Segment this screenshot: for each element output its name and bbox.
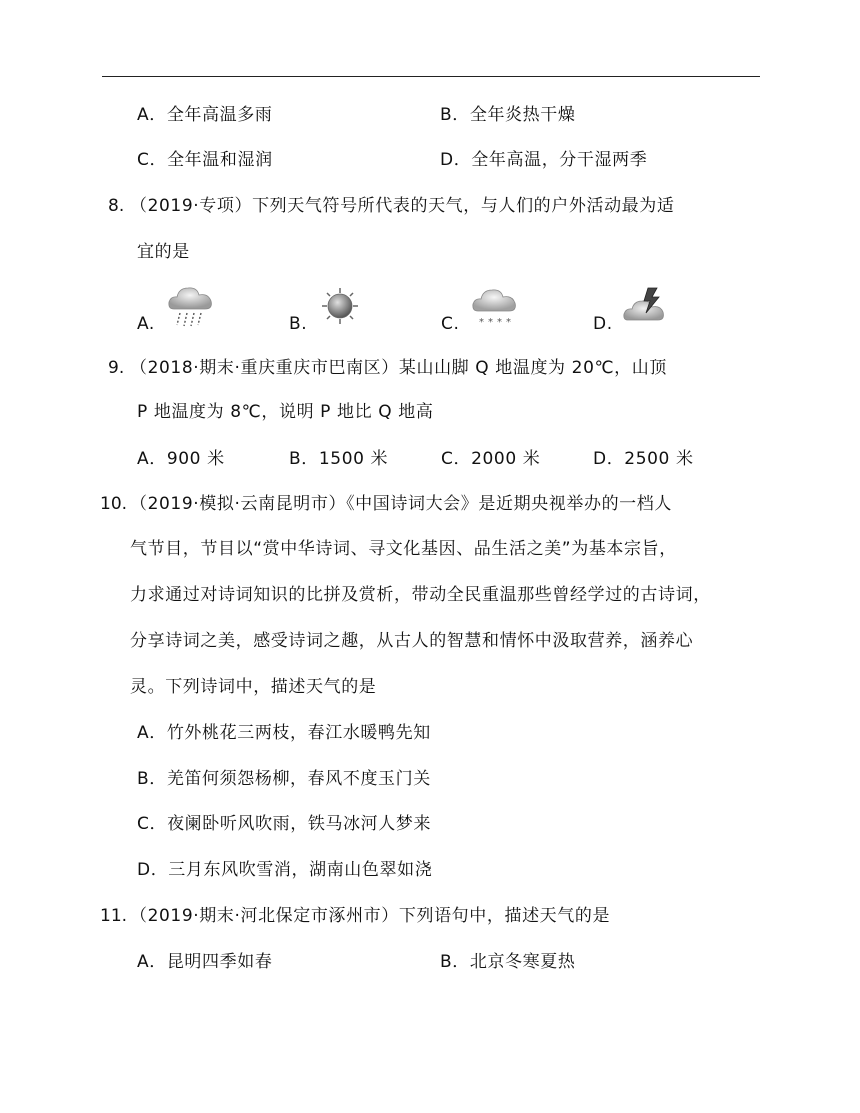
q9-number: 9. bbox=[108, 358, 125, 378]
q10-stem-line-5: 灵。下列诗词中，描述天气的是 bbox=[130, 677, 377, 697]
rain-cloud-icon[interactable] bbox=[166, 283, 216, 329]
sunny-icon[interactable] bbox=[321, 287, 359, 325]
q10-stem-line-1: （2019·模拟·云南昆明市）《中国诗词大会》是近期央视举办的一档人 bbox=[130, 494, 672, 514]
q7-option-c[interactable]: C．全年温和湿润 bbox=[137, 150, 273, 170]
q11-stem-line-1: （2019·期末·河北保定市涿州市）下列语句中，描述天气的是 bbox=[130, 906, 611, 926]
q7-option-a[interactable]: A．全年高温多雨 bbox=[137, 105, 273, 125]
q8-option-c-label[interactable]: C. bbox=[441, 314, 460, 334]
snow-cloud-icon[interactable] bbox=[470, 283, 520, 329]
header-rule bbox=[102, 76, 760, 77]
svg-text:*: * bbox=[479, 317, 484, 328]
q8-stem-line-2: 宜的是 bbox=[137, 242, 190, 262]
q10-stem-line-4: 分享诗词之美，感受诗词之趣，从古人的智慧和情怀中汲取营养，涵养心 bbox=[130, 631, 694, 651]
q11-option-a[interactable]: A．昆明四季如春 bbox=[137, 952, 273, 972]
q9-stem-line-2: P 地温度为 8℃，说明 P 地比 Q 地高 bbox=[137, 402, 434, 422]
q10-option-c[interactable]: C．夜阑卧听风吹雨，铁马冰河人梦来 bbox=[137, 814, 432, 834]
q10-number: 10. bbox=[100, 494, 128, 514]
q10-option-b[interactable]: B．羌笛何须怨杨柳，春风不度玉门关 bbox=[137, 769, 431, 789]
q7-option-b[interactable]: B．全年炎热干燥 bbox=[440, 105, 576, 125]
q9-stem-line-1: （2018·期末·重庆重庆市巴南区）某山山脚 Q 地温度为 20℃，山顶 bbox=[130, 358, 667, 378]
q11-option-b[interactable]: B．北京冬寒夏热 bbox=[440, 952, 576, 972]
q9-option-c[interactable]: C．2000 米 bbox=[441, 449, 541, 469]
q8-option-a-label[interactable]: A. bbox=[137, 314, 155, 334]
q8-option-b-label[interactable]: B. bbox=[289, 314, 308, 334]
q9-option-d[interactable]: D．2500 米 bbox=[593, 449, 694, 469]
q11-number: 11. bbox=[100, 906, 128, 926]
q8-number: 8. bbox=[108, 196, 125, 216]
q10-stem-line-3: 力求通过对诗词知识的比拼及赏析，带动全民重温那些曾经学过的古诗词， bbox=[130, 585, 711, 605]
q10-option-d[interactable]: D．三月东风吹雪消，湖南山色翠如浇 bbox=[137, 860, 433, 880]
svg-text:*: * bbox=[488, 317, 493, 328]
svg-text:*: * bbox=[497, 317, 502, 328]
q10-stem-line-2: 气节目，节目以“赏中华诗词、寻文化基因、品生活之美”为基本宗旨， bbox=[130, 539, 677, 559]
svg-text:*: * bbox=[506, 317, 511, 328]
thunderstorm-cloud-icon[interactable] bbox=[622, 286, 668, 326]
q9-option-a[interactable]: A．900 米 bbox=[137, 449, 225, 469]
q10-option-a[interactable]: A．竹外桃花三两枝，春江水暖鸭先知 bbox=[137, 723, 431, 743]
q9-option-b[interactable]: B．1500 米 bbox=[289, 449, 389, 469]
q8-stem-line-1: （2019·专项）下列天气符号所代表的天气，与人们的户外活动最为适 bbox=[130, 196, 675, 216]
q8-option-d-label[interactable]: D. bbox=[593, 314, 613, 334]
q7-option-d[interactable]: D．全年高温，分干湿两季 bbox=[440, 150, 648, 170]
